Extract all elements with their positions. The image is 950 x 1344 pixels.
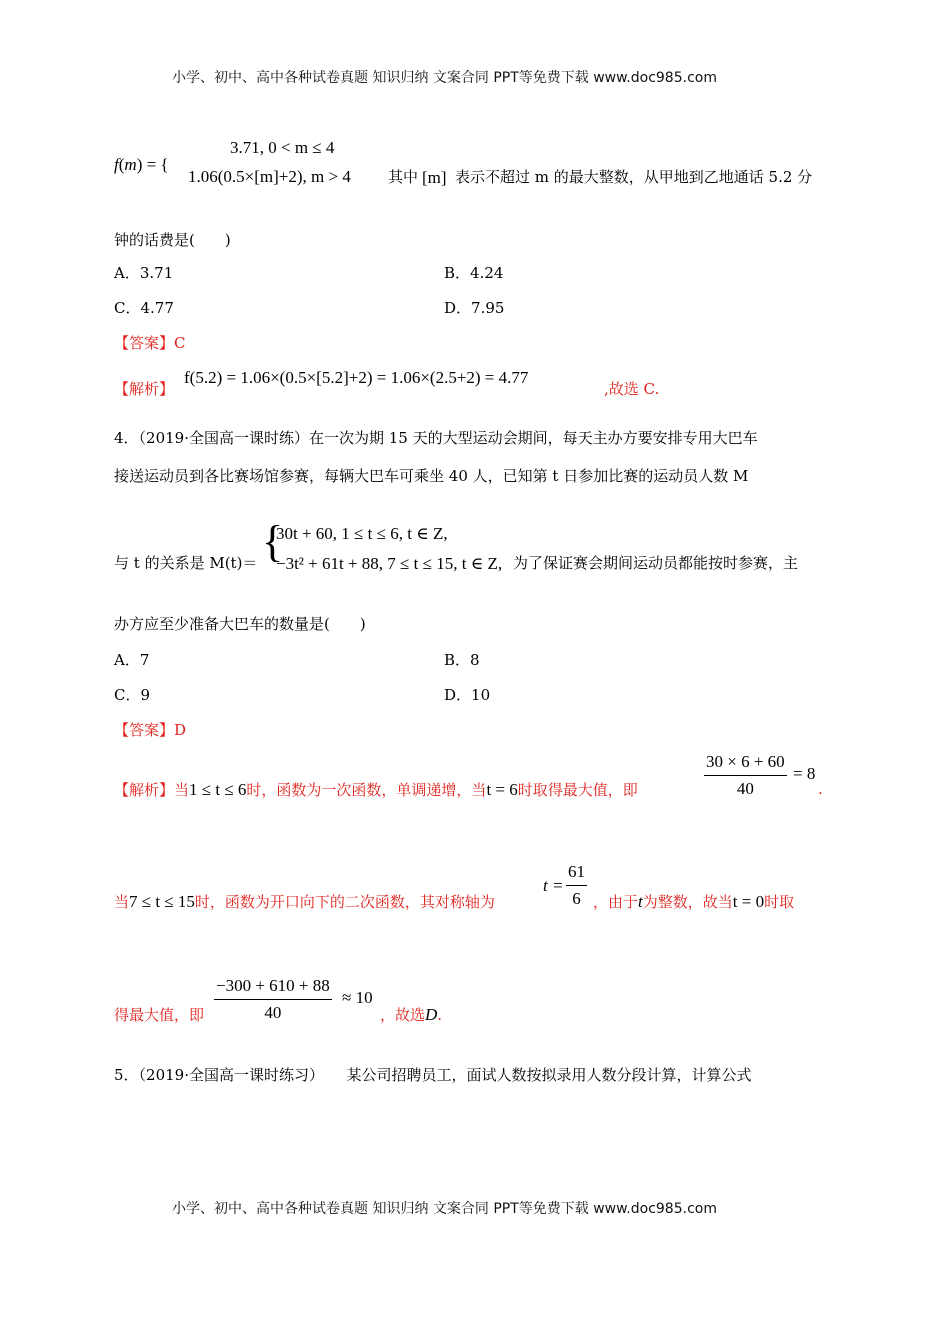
q4-relation-tail: 为了保证赛会期间运动员都能按时参赛，主 <box>513 554 799 572</box>
q4-relation-prefix: 与 t 的关系是 M(t)＝ <box>114 554 258 572</box>
fraction-denominator: 6 <box>572 889 581 908</box>
analysis-text: 时取 <box>764 893 795 911</box>
analysis-text: 为整数，故当 <box>642 893 733 911</box>
q3-case-2: 1.06(0.5×[m]+2), m > 4 <box>188 167 351 186</box>
condition-math: 7 ≤ t ≤ 15 <box>129 892 195 911</box>
q3-desc-mid: 其中 <box>388 168 419 186</box>
answer-value: C <box>174 334 186 352</box>
result-math: = 8 <box>793 764 816 783</box>
q3-option-d: D．7.95 <box>444 299 505 317</box>
period: . <box>437 1006 443 1024</box>
analysis-text: 时，函数为开口向下的二次函数，其对称轴为 <box>194 893 495 911</box>
fraction-numerator: −300 + 610 + 88 <box>214 976 332 1000</box>
q3-option-a: A．3.71 <box>114 264 174 282</box>
q5-stem-line1: 5．（2019·全国高一课时练习） 某公司招聘员工，面试人数按拟录用人数分段计算，计算公式 <box>114 1066 752 1084</box>
q3-analysis-tag: 【解析】 <box>114 380 175 398</box>
q3-desc-tail: 表示不超过 m 的最大整数，从甲地到乙地通话 5.2 分 <box>455 168 813 186</box>
q4-analysis-line1 <box>114 779 638 800</box>
q3-option-b: B．4.24 <box>444 264 504 282</box>
fraction-denominator: 40 <box>264 1003 282 1022</box>
q4-analysis-line3: 得最大值，即 <box>114 1006 205 1024</box>
t-equals-math: t = 6 <box>486 780 518 799</box>
page-header: 小学、初中、高中各种试卷真题 知识归纳 文案合同 PPT等免费下载 www.doc985.com <box>172 70 717 86</box>
q3-analysis-tail: ,故选 C. <box>604 380 660 398</box>
period: . <box>818 780 823 798</box>
fraction <box>214 976 332 1023</box>
fraction-denominator: 40 <box>736 779 754 798</box>
fraction <box>566 862 587 909</box>
q3-stem-end: 钟的话费是( ) <box>114 231 231 249</box>
analysis-tag: 【解析】 <box>114 781 175 799</box>
q3-case-1: 3.71, 0 < m ≤ 4 <box>230 138 335 157</box>
q4-stem-line2: 接送运动员到各比赛场馆参赛，每辆大巴车可乘坐 40 人，已知第 t 日参加比赛的运动员人数 M <box>114 467 749 485</box>
q4-answer <box>114 719 186 740</box>
fraction-numerator: 30 × 6 + 60 <box>704 752 787 776</box>
fraction-numerator: 61 <box>566 862 587 886</box>
t-equals-math: t = 0 <box>732 892 765 911</box>
q4-stem-end: 办方应至少准备大巴车的数量是( ) <box>114 615 366 633</box>
q4-option-c: C．9 <box>114 686 151 704</box>
analysis-text: ，由于 <box>593 893 639 911</box>
q4-analysis-line2-tail <box>593 891 794 912</box>
q3-analysis-formula: f(5.2) = 1.06×(0.5×[5.2]+2) = 1.06×(2.5+2) = 4.77 <box>184 368 529 387</box>
answer-tag: 【答案】 <box>114 721 175 739</box>
answer-value: D <box>174 721 187 739</box>
q4-option-d: D．10 <box>444 686 491 704</box>
approx-math: ≈ 10 <box>342 988 373 1007</box>
q4-case-1: 30t + 60, 1 ≤ t ≤ 6, t ∈ Z, <box>276 524 448 543</box>
t-equals-math: t = <box>543 876 564 895</box>
q4-analysis-line2 <box>114 891 495 912</box>
fraction <box>704 752 787 799</box>
q3-formula-lhs: f(m) = { <box>114 155 169 174</box>
choice-variable: D <box>425 1005 438 1024</box>
q3-answer <box>114 332 186 353</box>
analysis-text: 当 <box>174 781 190 799</box>
q4-option-b: B．8 <box>444 651 480 669</box>
q3-bracket-m: [m] <box>422 168 447 187</box>
q4-analysis-line3-tail <box>380 1004 442 1025</box>
page-footer: 小学、初中、高中各种试卷真题 知识归纳 文案合同 PPT等免费下载 www.doc985.com <box>172 1201 717 1217</box>
condition-math: 1 ≤ t ≤ 6 <box>189 780 247 799</box>
answer-tag: 【答案】 <box>114 334 175 352</box>
q4-stem-line1: 4．（2019·全国高一课时练）在一次为期 15 天的大型运动会期间，每天主办方要安排专用大巴车 <box>114 429 758 447</box>
analysis-text: 当 <box>114 893 130 911</box>
q3-option-c: C．4.77 <box>114 299 174 317</box>
analysis-text: 时，函数为一次函数，单调递增，当 <box>246 781 487 799</box>
t-variable: t <box>638 892 643 911</box>
analysis-text: ，故选 <box>380 1006 426 1024</box>
q4-case-2: −3t² + 61t + 88, 7 ≤ t ≤ 15, t ∈ Z, <box>276 554 503 573</box>
q4-option-a: A．7 <box>114 651 150 669</box>
left-brace: { <box>262 517 284 566</box>
analysis-text: 时取得最大值，即 <box>517 781 638 799</box>
